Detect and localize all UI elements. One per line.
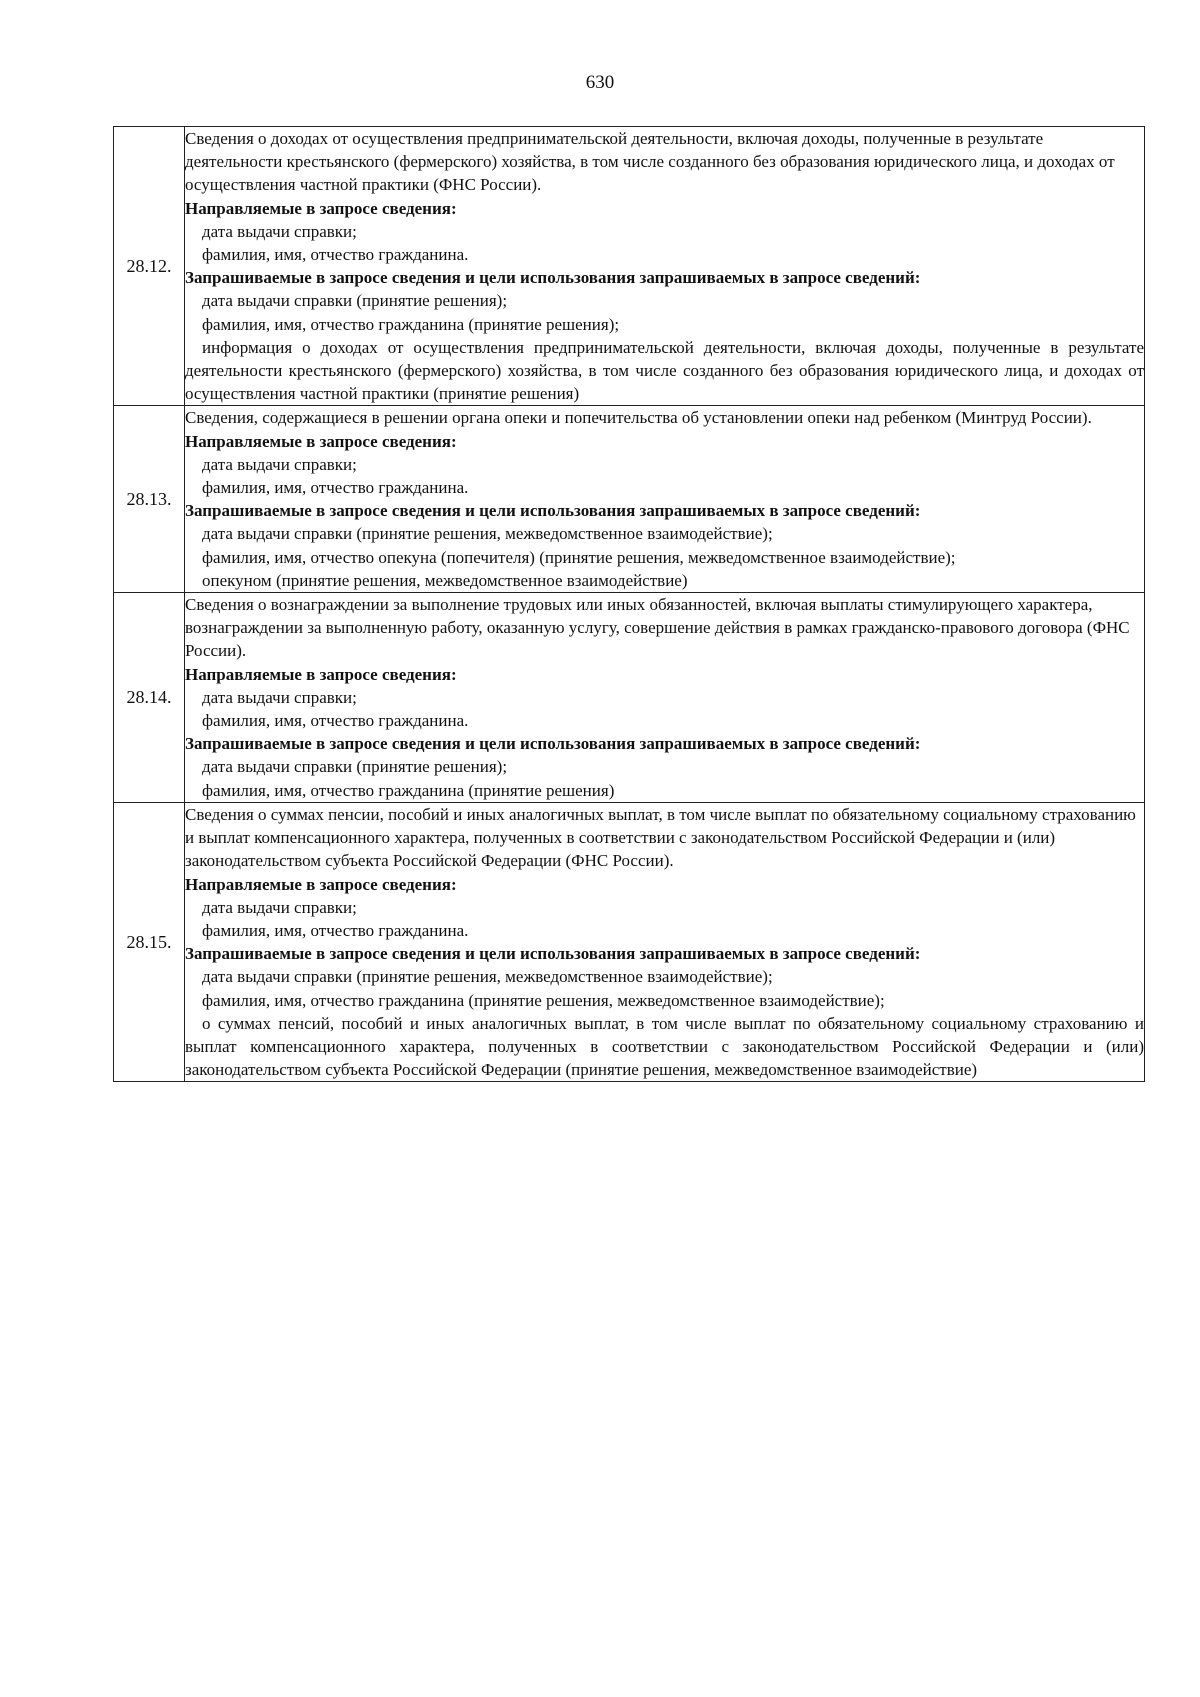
list-item: дата выдачи справки;: [202, 897, 357, 917]
list-item: фамилия, имя, отчество гражданина (принятие решения);: [202, 314, 620, 334]
table-row: [114, 802, 1145, 1081]
requested-heading: Запрашиваемые в запросе сведения и цели использования запрашиваемых в запросе сведений:: [185, 734, 921, 754]
list-item: дата выдачи справки;: [202, 221, 357, 241]
table-row: [114, 406, 1145, 593]
table-row: [114, 127, 1145, 406]
requested-heading: Запрашиваемые в запросе сведения и цели использования запрашиваемых в запросе сведений:: [185, 268, 921, 288]
table-row: [114, 593, 1145, 803]
list-item: дата выдачи справки (принятие решения);: [202, 757, 508, 777]
section-intro: Сведения, содержащиеся в решении органа опеки и попечительства об установлении опеки над ребенком (Минтруд России).: [185, 408, 1092, 428]
sent-heading: Направляемые в запросе сведения:: [185, 198, 457, 218]
sent-heading: Направляемые в запросе сведения:: [185, 874, 457, 894]
row-content: [185, 593, 1145, 803]
list-item: дата выдачи справки;: [202, 454, 357, 474]
row-number: 28.12.: [114, 127, 185, 406]
list-item: фамилия, имя, отчество гражданина.: [202, 711, 469, 731]
list-item: фамилия, имя, отчество гражданина (принятие решения): [202, 780, 615, 800]
requested-heading: Запрашиваемые в запросе сведения и цели использования запрашиваемых в запросе сведений:: [185, 501, 921, 521]
sent-heading: Направляемые в запросе сведения:: [185, 431, 457, 451]
list-item: дата выдачи справки (принятие решения, межведомственное взаимодействие);: [202, 967, 773, 987]
list-item: дата выдачи справки;: [202, 687, 357, 707]
list-item: опекуном (принятие решения, межведомственное взаимодействие): [202, 570, 688, 590]
row-content: [185, 127, 1145, 406]
list-item: фамилия, имя, отчество гражданина.: [202, 478, 469, 498]
section-intro: Сведения о суммах пенсии, пособий и иных аналогичных выплат, в том числе выплат по обязательному социальному страхованию и выплат компенсационного характера, полученных в соответствии с законодательством Российской Федерации и (или) законодательством субъекта Российской Федерации (ФНС России).: [185, 804, 1136, 871]
section-intro: Сведения о вознаграждении за выполнение трудовых или иных обязанностей, включая выплаты стимулирующего характера, вознаграждении за выполненную работу, оказанную услугу, совершение действия в рамках гражданско-правового договора (ФНС России).: [185, 595, 1130, 661]
page-number: 630: [585, 72, 615, 93]
sent-heading: Направляемые в запросе сведения:: [185, 664, 457, 684]
list-item: фамилия, имя, отчество опекуна (попечителя) (принятие решения, межведомственное взаимодействие);: [202, 547, 956, 567]
list-item: о суммах пенсий, пособий и иных аналогичных выплат, в том числе выплат по обязательному социальному страхованию и выплат компенсационного характера, полученных в соответствии с законодательством Российской Федерации и (или) законодательством субъекта Российской Федерации (принятие решения, межведомственное взаимодействие): [185, 1013, 1144, 1080]
list-item: фамилия, имя, отчество гражданина.: [202, 245, 469, 265]
list-item: фамилия, имя, отчество гражданина.: [202, 920, 469, 940]
list-item: дата выдачи справки (принятие решения, межведомственное взаимодействие);: [202, 524, 773, 544]
row-number: 28.15.: [114, 802, 185, 1081]
section-intro: Сведения о доходах от осуществления предпринимательской деятельности, включая доходы, полученные в результате деятельности крестьянского (фермерского) хозяйства, в том числе созданного без образования юридического лица, и доходах от осуществления частной практики (ФНС России).: [185, 129, 1115, 195]
list-item: дата выдачи справки (принятие решения);: [202, 291, 508, 311]
row-number: 28.13.: [114, 406, 185, 593]
row-number: 28.14.: [114, 593, 185, 803]
requested-heading: Запрашиваемые в запросе сведения и цели использования запрашиваемых в запросе сведений:: [185, 944, 921, 964]
list-item: фамилия, имя, отчество гражданина (принятие решения, межведомственное взаимодействие);: [202, 990, 885, 1010]
list-item: информация о доходах от осуществления предпринимательской деятельности, включая доходы, полученные в результате деятельности крестьянского (фермерского) хозяйства, в том числе созданного без образования юридического лица, и доходах от осуществления частной практики (принятие решения): [185, 337, 1144, 404]
row-content: [185, 802, 1145, 1081]
row-content: [185, 406, 1145, 593]
requirements-table: [113, 126, 1145, 1082]
